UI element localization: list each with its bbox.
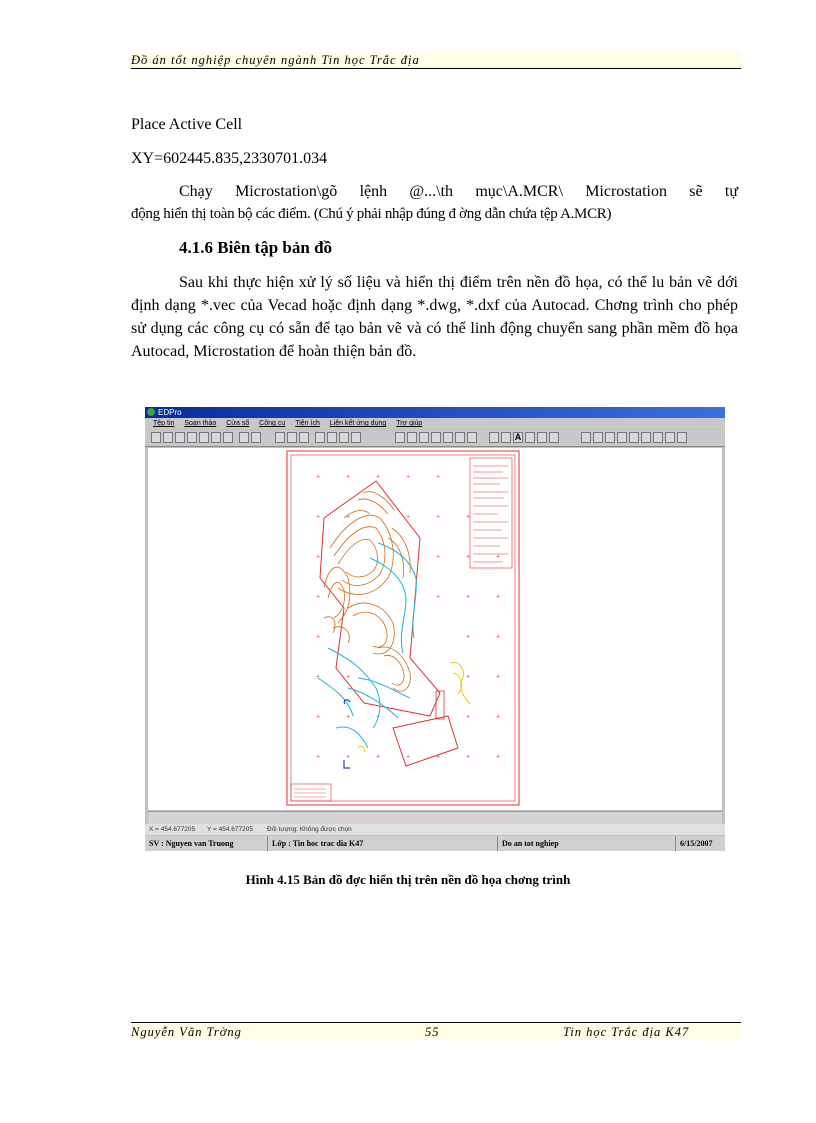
svg-text:+: + — [466, 674, 471, 680]
paragraph-line: Chạy Microstation\gõ lệnh @...\th mục\A.MCR\ Microstation sẽ tự — [179, 183, 738, 200]
pan-icon[interactable] — [605, 432, 615, 443]
text-icon[interactable]: A — [514, 432, 522, 442]
globe-icon — [147, 408, 155, 416]
footer-course: Tin học Trắc địa K47 — [563, 1025, 690, 1039]
menu-item[interactable]: Trợ giúp — [396, 420, 423, 427]
svg-text:+: + — [316, 474, 321, 480]
paragraph: Sau khi thực hiện xử lý số liệu và hiển thị điểm trên nền đồ họa, có thể lu bản vẽ dới định dạng *.vec của Vecad hoặc định dạng *.dwg, *.dxf của Autocad. Chơng trình cho phép sử dụng các công cụ có sẵn để tạo bản vẽ và có thể linh động chuyển sang phần mềm đồ họa Autocad, Microstation để hoàn thiện bản đồ. — [131, 274, 738, 360]
measure-icon[interactable] — [653, 432, 663, 443]
map-drawing — [148, 448, 722, 810]
menu-item[interactable]: Công cụ — [259, 420, 286, 427]
print-icon[interactable] — [187, 432, 197, 443]
paragraph-line: động hiển thị toàn bộ các điểm. (Chú ý phải nhập đúng đ ờng dẫn chứa tệp A.MCR) — [131, 206, 612, 222]
cut-icon[interactable] — [211, 432, 221, 443]
x-coordinate: X = 454.677205 — [149, 826, 196, 833]
snap-icon[interactable] — [315, 432, 325, 443]
svg-text:+: + — [346, 714, 351, 720]
svg-text:+: + — [316, 634, 321, 640]
app-titlebar — [145, 407, 725, 418]
rotate-icon[interactable] — [617, 432, 627, 443]
svg-text:+: + — [406, 514, 411, 520]
arrow-icon[interactable] — [419, 432, 429, 443]
svg-text:+: + — [436, 754, 441, 760]
search-icon[interactable] — [593, 432, 603, 443]
svg-text:+: + — [376, 714, 381, 720]
arc-icon[interactable] — [431, 432, 441, 443]
header-title: Đồ án tốt nghiệp chuyên ngành Tin học Trắc địa — [131, 53, 420, 67]
svg-text:+: + — [496, 634, 501, 640]
page-header — [131, 52, 741, 68]
svg-text:+: + — [406, 474, 411, 480]
text-line: Place Active Cell — [131, 116, 243, 133]
page-footer — [131, 1024, 741, 1040]
header-rule — [131, 68, 741, 69]
perpendicular-icon[interactable] — [327, 432, 337, 443]
svg-text:+: + — [466, 554, 471, 560]
svg-text:+: + — [466, 634, 471, 640]
svg-text:+: + — [466, 754, 471, 760]
svg-text:+: + — [436, 474, 441, 480]
status-student: SV : Nguyen van Truong — [149, 839, 234, 848]
rectangle-icon[interactable] — [443, 432, 453, 443]
new-file-icon[interactable] — [151, 432, 161, 443]
preview-icon[interactable] — [199, 432, 209, 443]
svg-text:+: + — [346, 754, 351, 760]
grid-icon[interactable] — [629, 432, 639, 443]
menu-bar — [145, 418, 725, 429]
ellipse-icon[interactable] — [467, 432, 477, 443]
section-heading: 4.1.6 Biên tập bản đồ — [179, 238, 333, 257]
svg-text:+: + — [466, 714, 471, 720]
settings-icon[interactable] — [665, 432, 675, 443]
svg-text:+: + — [346, 474, 351, 480]
app-title: EDPro — [158, 408, 182, 417]
svg-text:+: + — [496, 594, 501, 600]
svg-text:+: + — [316, 674, 321, 680]
svg-text:+: + — [316, 554, 321, 560]
layer-icon[interactable] — [489, 432, 499, 443]
zoom-icon[interactable] — [525, 432, 535, 443]
drawing-canvas[interactable] — [148, 448, 722, 810]
table-icon[interactable] — [641, 432, 651, 443]
svg-text:+: + — [496, 554, 501, 560]
svg-text:+: + — [346, 674, 351, 680]
svg-text:+: + — [316, 714, 321, 720]
exit-icon[interactable] — [677, 432, 687, 443]
undo-icon[interactable] — [239, 432, 249, 443]
redo-icon[interactable] — [251, 432, 261, 443]
svg-text:+: + — [436, 594, 441, 600]
menu-item[interactable]: Liên kết ứng dụng — [329, 420, 387, 427]
figure-caption: Hình 4.15 Bản đồ đợc hiển thị trên nền đồ họa chơng trình — [245, 872, 571, 887]
svg-text:+: + — [316, 754, 321, 760]
menu-item[interactable]: Soạn thảo — [184, 420, 217, 427]
svg-text:+: + — [406, 754, 411, 760]
svg-text:+: + — [466, 514, 471, 520]
status-class: Lớp : Tin hoc trac dia K47 — [267, 836, 363, 851]
status-project: Do an tot nghiep — [497, 836, 559, 851]
refresh-icon[interactable] — [549, 432, 559, 443]
svg-text:+: + — [436, 514, 441, 520]
delete-icon[interactable] — [351, 432, 361, 443]
line-tool-icon[interactable] — [275, 432, 285, 443]
svg-text:+: + — [376, 754, 381, 760]
zoom-window-icon[interactable] — [537, 432, 547, 443]
svg-text:+: + — [496, 674, 501, 680]
polyline-tool-icon[interactable] — [287, 432, 297, 443]
svg-text:+: + — [466, 594, 471, 600]
footer-rule — [131, 1022, 741, 1023]
selection-message: Đối tượng: Không được chọn — [267, 826, 352, 833]
save-icon[interactable] — [175, 432, 185, 443]
intersection-icon[interactable] — [339, 432, 349, 443]
brush-icon[interactable] — [581, 432, 591, 443]
circle-tool-icon[interactable] — [299, 432, 309, 443]
menu-item[interactable]: Tiện ích — [295, 420, 320, 427]
svg-text:+: + — [316, 514, 321, 520]
open-folder-icon[interactable] — [163, 432, 173, 443]
status-bar — [145, 836, 725, 851]
coordinate-bar — [145, 824, 725, 835]
page-number: 55 — [425, 1025, 440, 1039]
fill-icon[interactable] — [501, 432, 511, 443]
copy-icon[interactable] — [223, 432, 233, 443]
app-screenshot — [145, 407, 725, 851]
svg-text:+: + — [316, 594, 321, 600]
svg-text:+: + — [496, 714, 501, 720]
svg-text:+: + — [436, 554, 441, 560]
status-date: 6/15/2007 — [675, 836, 712, 851]
menu-item[interactable]: Cửa sổ — [226, 420, 250, 427]
svg-text:+: + — [496, 754, 501, 760]
svg-text:+: + — [346, 514, 351, 520]
horizontal-scrollbar[interactable] — [148, 811, 722, 824]
pencil-icon[interactable] — [395, 432, 405, 443]
footer-author: Nguyễn Văn Trờng — [131, 1025, 242, 1039]
menu-item[interactable]: Tệp tin — [153, 420, 175, 427]
pen-icon[interactable] — [407, 432, 417, 443]
y-coordinate: Y = 454.677205 — [207, 826, 253, 833]
svg-text:+: + — [376, 474, 381, 480]
toolbar — [145, 430, 725, 447]
circle-icon[interactable] — [455, 432, 465, 443]
text-line: XY=602445.835,2330701.034 — [131, 150, 328, 167]
